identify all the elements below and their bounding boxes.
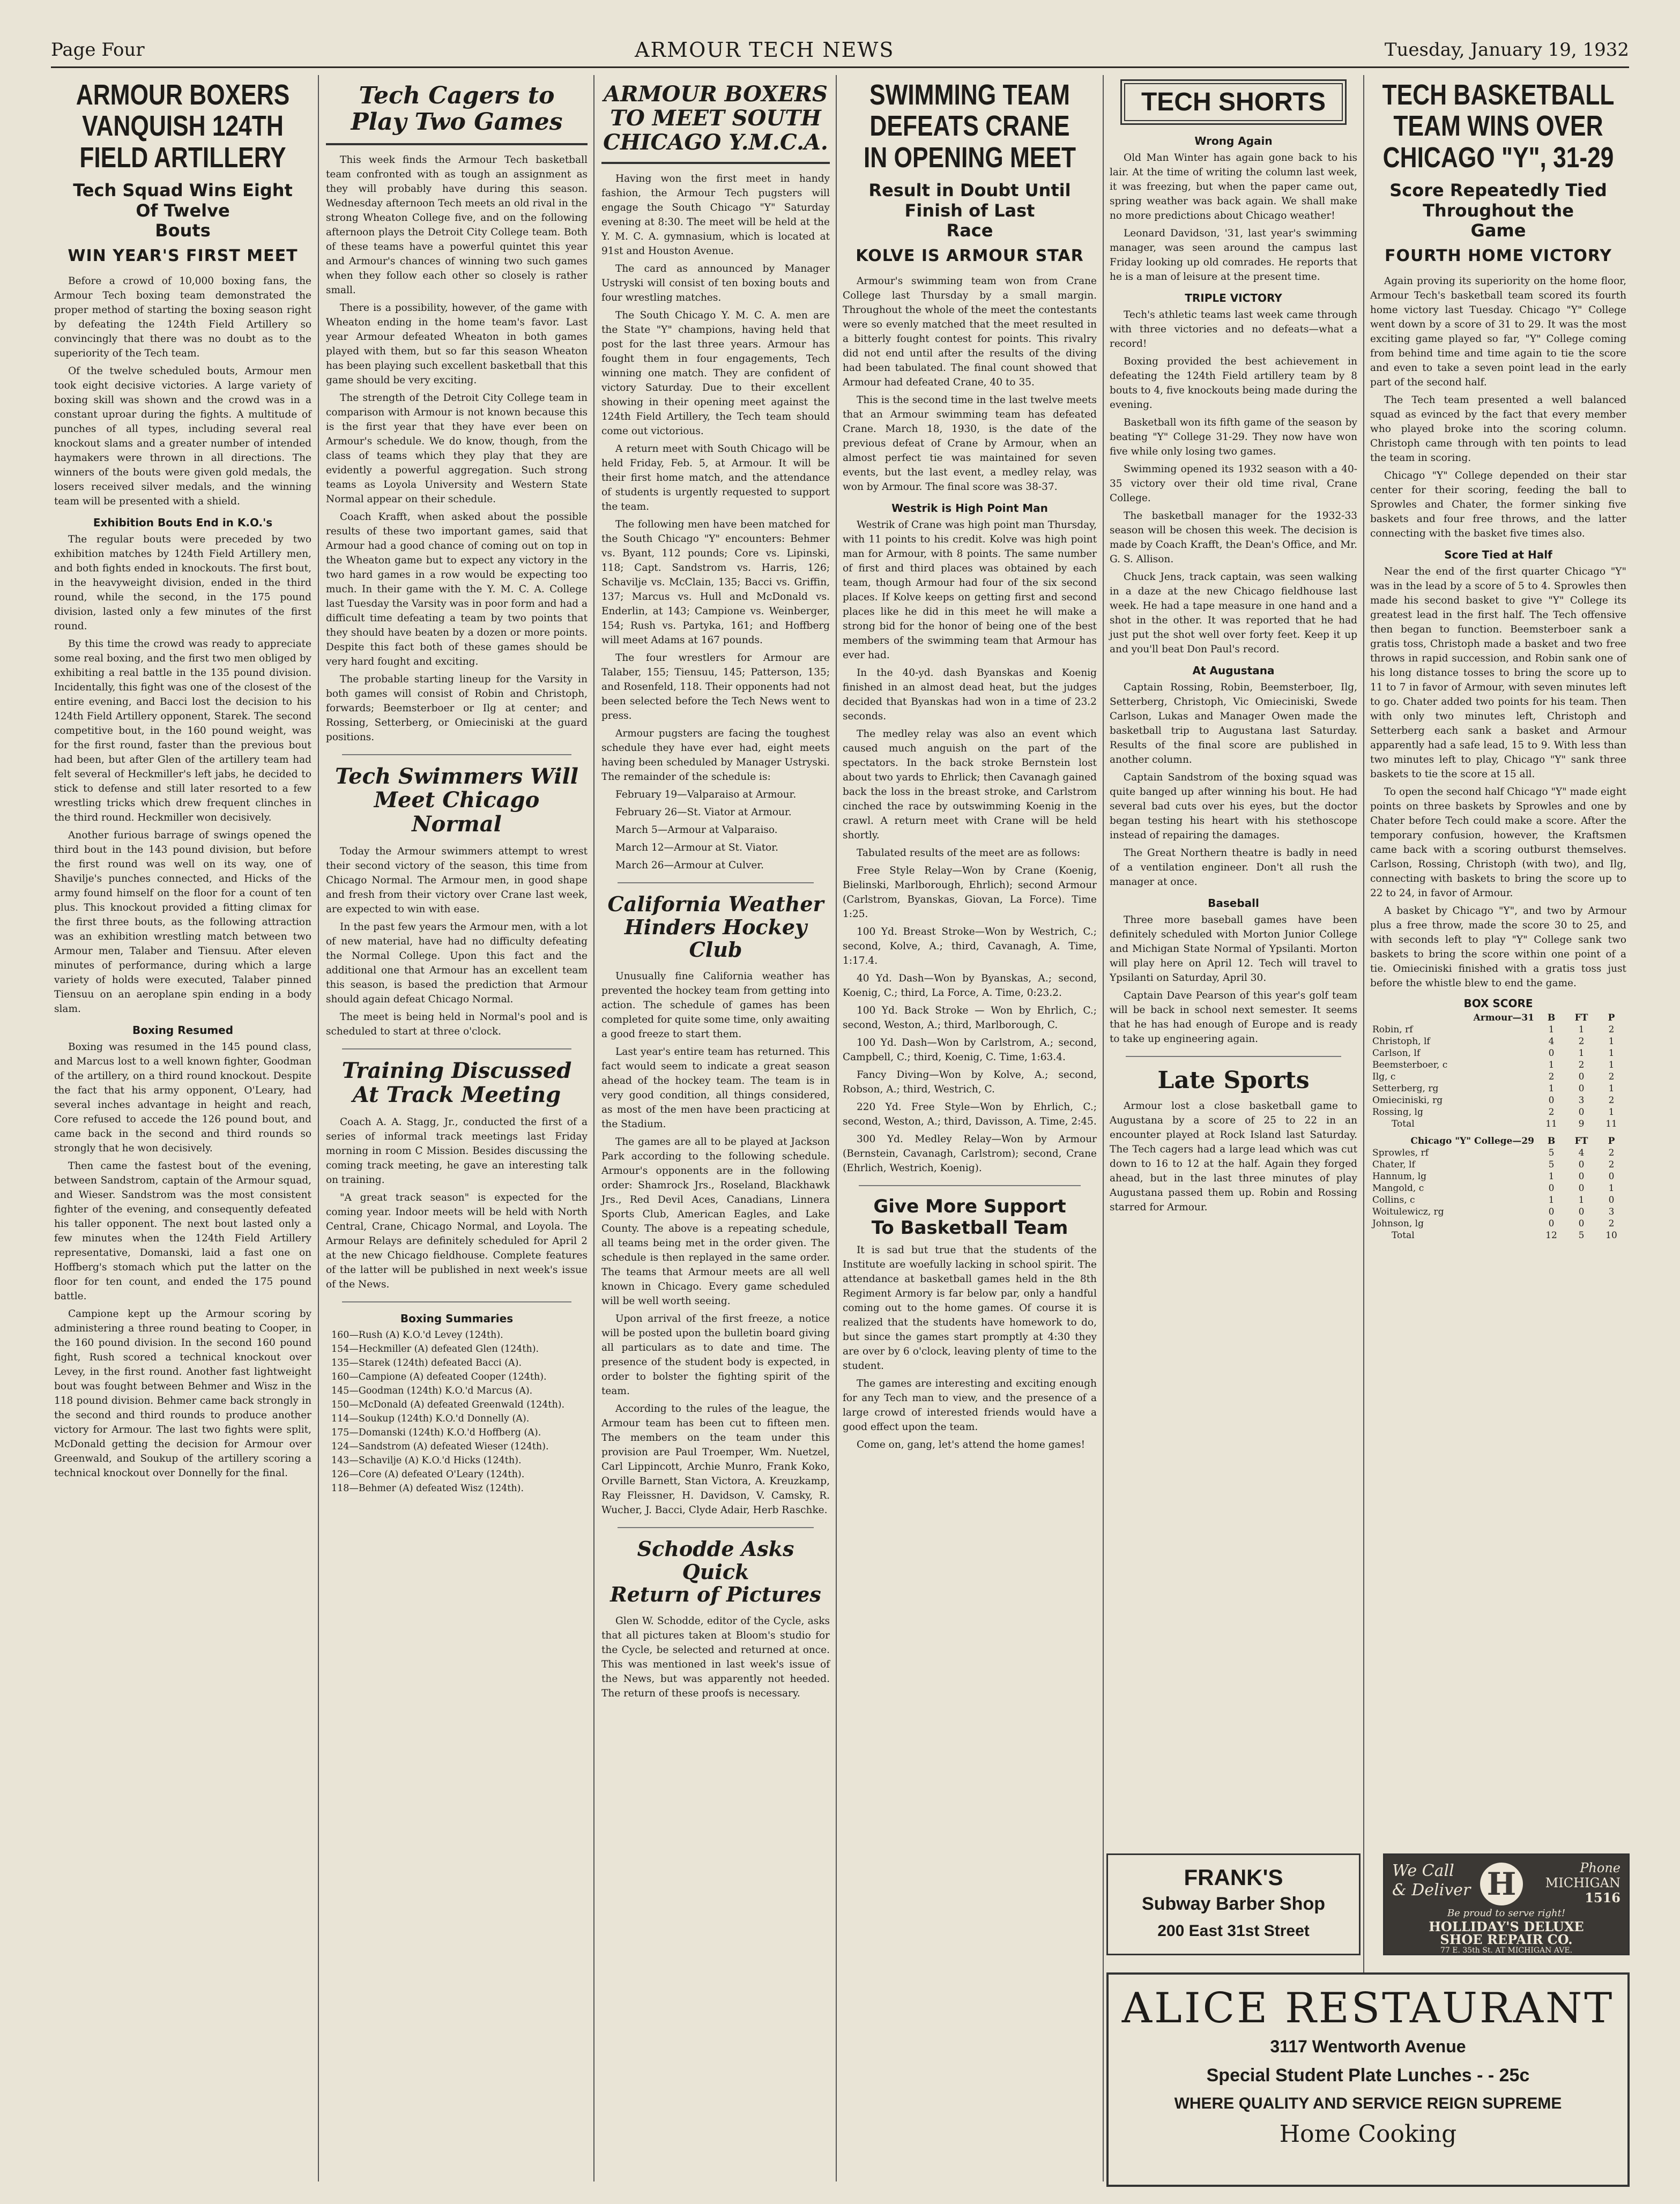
result-line: 220 Yd. Free Style—Won by Ehrlich, C.; second, Weston, A.; third, Davisson, A. Time, 2:45.: [843, 1101, 1097, 1128]
ad-hollidays-shoe-repair: [1383, 1853, 1630, 1955]
article-paragraph: Then came the fastest bout of the evening, between Sandstrom, captain of the Armour squad, and Wieser. Sandstrom was the most consistent fighter of the evening, and consequently defeated his taller opponent. The next bout lasted only a few minutes when the 124th Field Artillery representative, Domanski, laid a fast one on Hoffberg's stomach which put the latter on the floor for ten count, and ended the 175 pound battle.: [54, 1160, 311, 1302]
article-paragraph: By this time the crowd was ready to appreciate some real boxing, and the first two men obliged by exhibiting a real battle in the 135 pound division. Incidentally, this fight was one of the closest of the entire evening, and Bacci lost the decision to his 124th Field Artillery opponent, Starek. The second competitive bout, in the 160 pound weight, was for the first round, faster than the previous bout had been, but after Glen of the artillery team had felt several of Heckmiller's left jabs, he decided to stick to defense and still later resorted to a few wrestling tricks which drew frequent clinches in the third round. Heckmiller won decisively.: [54, 638, 311, 824]
tech-shorts-title: TECH SHORTS: [1124, 83, 1343, 121]
article-paragraph: It is sad but true that the students of the Institute are woefully lacking in school spirit. The attendance at basketball games held in the 8th Regiment Armory is far below par, only a handful coming out to the home games. Of course it is realized that the students have homework to do, but since the games start promptly at 4:30 they are over by 6 o'clock, leaving plenty of time to the student.: [843, 1245, 1097, 1372]
box-score-chicago-y: [1370, 1135, 1626, 1241]
stat-cell: 1: [1608, 1183, 1615, 1194]
stat-cell: 2: [1608, 1159, 1615, 1171]
ad-text: 3117 Wentworth Avenue: [1270, 2037, 1466, 2056]
stat-cell: 1: [1548, 1171, 1555, 1182]
table-row: [1370, 1106, 1626, 1118]
ad-text: We Call: [1392, 1862, 1454, 1880]
article-paragraph: Armour pugsters are facing the toughest schedule they have ever had, eight meets having been scheduled by Manager Ustryski. The remainder of the schedule is:: [601, 728, 830, 783]
stat-cell: 2: [1548, 1107, 1555, 1118]
h-logo-icon: H: [1480, 1863, 1523, 1905]
subdeck-home-victory: FOURTH HOME VICTORY: [1384, 247, 1612, 266]
stat-cell: 2: [1578, 1060, 1585, 1071]
column-rule: [836, 75, 837, 2181]
article-paragraph: Upon arrival of the first freeze, a notice will be posted upon the bulletin board giving all particulars as to date and time. The presence of the student body is expected, in order to bolster the fighting spirit of the team.: [601, 1313, 830, 1397]
team-title: Chicago "Y" College—29: [1410, 1136, 1534, 1147]
summary-line: 135—Starek (124th) defeated Bacci (A).: [331, 1357, 522, 1368]
stat-cell: 0: [1578, 1183, 1585, 1194]
schedule-line: February 19—Valparaiso at Armour.: [615, 789, 797, 801]
stat-cell: 0: [1578, 1207, 1585, 1218]
article-paragraph: The South Chicago Y. M. C. A. men are the State "Y" champions, having held that post for the last three years. Armour has fought them in four engagements, Tech winning one match. They are confident of victory Saturday. Due to their excellent showing in their opening meet against the 124th Field Artillery, the Tech team should come out victorious.: [601, 310, 830, 437]
article-paragraph: A basket by Chicago "Y", and two by Armour plus a free throw, made the score 30 to 25, and with seconds left to play "Y" College sank two baskets to bring the score within one point of a tie. Omieciniski finished with a gratis toss just before the whistle blew to end the game.: [1370, 905, 1626, 989]
article-paragraph: The games are all to be played at Jackson Park according to the following schedule. Armour's opponents are in the following order: Shamrock Jrs., Roseland, Blackhawk Jrs., Red Devil Aces, Canadians, Linnera Sports Club, American Eagles, and Lake County. The above is a repeating schedule, all teams being met in the order given. The schedule is then replayed in the same order. The teams that Armour meets are all well known in Chicago. Every game scheduled will be well worth seeing.: [601, 1136, 830, 1307]
result-line: 100 Yd. Breast Stroke—Won by Westrich, C.; second, Kolve, A.; third, Cavanagh, A. Time, 1:17.4.: [843, 926, 1097, 967]
table-row: [1370, 1083, 1626, 1094]
player-name: Ilg, c: [1372, 1071, 1396, 1083]
stat-cell: 0: [1548, 1095, 1555, 1106]
issue-date: Tuesday, January 19, 1932: [1384, 39, 1629, 61]
article-paragraph: Again proving its superiority on the home floor, Armour Tech's basketball team scored its fourth home victory last Tuesday. Chicago "Y" College went down by a score of 31 to 29. It was the most exciting game played so far, "Y" College coming from behind time and time again to tie the score and even to take a seven point lead in the early part of the second half.: [1370, 276, 1626, 389]
summary-line: 145—Goodman (124th) K.O.'d Marcus (A).: [331, 1385, 533, 1396]
article-paragraph: Armour lost a close basketball game to Augustana by a score of 25 to 22 in an encounter played at Rock Island last Saturday. The Tech cagers had a large lead which was cut down to 16 to 12 at the half. Again they forged ahead, but in the last three minutes of play Augustana passed them up. Robin and Rossing starred for Armour.: [1110, 1100, 1357, 1213]
stat-cell: 1: [1548, 1024, 1555, 1036]
article-paragraph: The medley relay was also an event which caused much anguish on the part of the spectators. In the back stroke Bernstein lost about two yards to Ehrlick; then Cavanagh gained back the loss in the breast stroke, and Carlstrom cinched the race by outswimming Koenig in the crawl. A return meet with Crane will be held shortly.: [843, 728, 1097, 842]
stat-cell: 4: [1578, 1148, 1585, 1159]
result-line: 100 Yd. Dash—Won by Carlstrom, A.; second, Campbell, C.; third, Koenig, C. Time, 1:63.4.: [843, 1037, 1097, 1063]
article-paragraph: Chuck Jens, track captain, was seen walking in a daze at the new Chicago fieldhouse last week. He had a tape measure in one hand and a shot in the other. It was reported that he had just put the shot well over forty feet. Keep it up and you'll beat Don Paul's record.: [1110, 571, 1357, 655]
article-paragraph: This is the second time in the last twelve meets that an Armour swimming team has defeated Crane. March 18, 1930, is the date of the previous defeat of Crane by Armour, when an almost perfect tie was maintained for seven events, but the last event, a medley relay, was won by Armour. The final score was 38-37.: [843, 394, 1097, 493]
table-header-row: [1370, 1135, 1626, 1147]
player-name: Setterberg, rg: [1372, 1083, 1439, 1094]
total-label: Total: [1392, 1119, 1415, 1130]
stat-cell: 10: [1605, 1230, 1617, 1241]
summary-line: 175—Domanski (124th) K.O.'d Hoffberg (A).: [331, 1427, 541, 1438]
ad-text: Phone: [1580, 1860, 1620, 1875]
article-paragraph: Campione kept up the Armour scoring by administering a three round beating to Cooper, in the 160 pound division. In the second 160 pound fight, Rush scored a technical knockout over Levey, in the first round. Another fast lightweight bout was fought between Behmer and Wisz in the 118 pound division. Behmer came back strongly in the second and third rounds to produce another victory for Armour. The last two fights were split, McDonald getting the decision for Armour over Greenwald, and Soukup of the artillery scoring a technical knockout over Donnelly for the final.: [54, 1308, 311, 1479]
article-paragraph: The Great Northern theatre is badly in need of a ventilation engineer. Don't all rush the manager at once.: [1110, 847, 1357, 888]
summary-line: 124—Sandstrom (A) defeated Wieser (124th).: [331, 1441, 549, 1452]
stat-cell: 1: [1608, 1048, 1615, 1059]
summary-line: 160—Campione (A) defeated Cooper (124th).: [331, 1371, 547, 1382]
article-paragraph: Old Man Winter has again gone back to his lair. At the time of writing the column last week, it was freezing, but when the paper came out, spring weather was back again. We shall make no more predictions about Chicago weather!: [1110, 152, 1357, 221]
result-line: 300 Yd. Medley Relay—Won by Armour (Bernstein, Cavanagh, Carlstrom); second, Crane (Ehrlich, Westrich, Koenig).: [843, 1134, 1097, 1174]
table-row: [1370, 1047, 1626, 1059]
ad-alice-restaurant: [1106, 1972, 1630, 2187]
stat-cell: 3: [1608, 1207, 1615, 1218]
subhead-westrik: Westrik is High Point Man: [891, 502, 1048, 515]
column-3: [598, 75, 833, 2181]
running-header: [51, 33, 1629, 68]
divider: [859, 1185, 1081, 1186]
article-paragraph: There is a possibility, however, of the game with Wheaton ending in the home team's favor. Last year Armour defeated Wheaton in both games played with them, but so far this season Wheaton has been playing such excellent basketball that this game should be very exciting.: [326, 302, 588, 386]
player-name: Carlson, lf: [1372, 1048, 1421, 1059]
headline-give-support: Give More Support To Basketball Team: [871, 1196, 1068, 1239]
col-header: FT: [1574, 1136, 1588, 1147]
article-paragraph: The following men have been matched for the South Chicago "Y" encounters: Behmer vs. Byant, 112 pounds; Core vs. Lipinski, 118; Capt. Sandstrom vs. Harris, 126; Schavilje vs. McClain, 135; Bacci vs. Griffin, 137; Marcus vs. Hull and McDonald vs. Enderlin, at 143; Campione vs. Weinberger, 154; Rush vs. Partyka, 161; and Hoffberg will meet Adams at 167 pounds.: [601, 519, 830, 646]
stat-cell: 1: [1548, 1060, 1555, 1071]
headline-training: Training Discussed At Track Meeting: [341, 1058, 572, 1107]
headline-boxers-south-chicago: ARMOUR BOXERS TO MEET SOUTH CHICAGO Y.M.C.A.: [603, 81, 828, 155]
article-paragraph: The strength of the Detroit City College team in comparison with Armour is not known because this is the first year that they have ever been on Armour's schedule. We do know, though, from the class of teams which they play that they are evidently a powerful aggregation. Such strong teams as Loyola University and Western State Normal appear on their schedule.: [326, 392, 588, 505]
schedule-line: March 5—Armour at Valparaiso.: [615, 824, 778, 836]
stat-cell: 2: [1608, 1024, 1615, 1036]
stat-cell: 5: [1548, 1159, 1555, 1171]
article-paragraph: The Tech team presented a well balanced squad as evinced by the fact that every member who played broke into the scoring column. Christoph came through with ten points to lead the team in scoring.: [1370, 394, 1626, 464]
ad-text: FRANK'S: [1184, 1865, 1283, 1890]
schedule-line: February 26—St. Viator at Armour.: [615, 807, 792, 818]
table-row: [1370, 1159, 1626, 1171]
article-paragraph: Armour's swimming team won from Crane College last Thursday by a small margin. Throughout the whole of the meet the contestants were so evenly matched that the meet resulted in a bitterly fought contest for points. This rivalry did not end until after the results of the diving had been tabulated. The final count showed that Armour had defeated Crane, 40 to 35.: [843, 276, 1097, 389]
stat-cell: 0: [1548, 1048, 1555, 1059]
stat-cell: 11: [1545, 1119, 1557, 1130]
article-paragraph: Tech's athletic teams last week came through with three victories and no defeats—what a record!: [1110, 309, 1357, 349]
stat-cell: 0: [1608, 1171, 1615, 1182]
boxing-summaries-title: Boxing Summaries: [400, 1312, 514, 1325]
summary-line: 118—Behmer (A) defeated Wisz (124th).: [331, 1483, 524, 1494]
table-row: [1370, 1036, 1626, 1047]
ad-text: Be proud to serve right!: [1447, 1908, 1566, 1919]
player-name: Rossing, lg: [1372, 1107, 1423, 1118]
ad-text: Home Cooking: [1279, 2120, 1457, 2148]
stat-cell: 0: [1608, 1195, 1615, 1206]
column-4: [839, 75, 1100, 2181]
article-paragraph: Swimming opened its 1932 season with a 40-35 victory over their old time rival, Crane College.: [1110, 464, 1357, 504]
stat-cell: 1: [1578, 1024, 1585, 1036]
headline-boxers-vanquish: ARMOUR BOXERS VANQUISH 124TH FIELD ARTILLERY: [76, 79, 290, 174]
article-paragraph: "A great track season" is expected for the coming year. Indoor meets will be held with North Central, Crane, Chicago Normal, and Loyola. The Armour Relays are definitely scheduled for April 2 at the new Chicago fieldhouse. Complete features of the latter will be published in next week's issue of the News.: [326, 1192, 588, 1290]
ad-text: ALICE RESTAURANT: [1121, 1984, 1615, 2032]
ad-text: 200 East 31st Street: [1157, 1922, 1310, 1940]
masthead-title: ARMOUR TECH NEWS: [635, 38, 895, 62]
article-paragraph: The probable starting lineup for the Varsity in both games will consist of Robin and Christoph, forwards; Beemsterboer or Ilg at center; and Rossing, Setterberg, or Omieciniski at the guard positions.: [326, 673, 588, 743]
table-row: [1370, 1206, 1626, 1218]
article-paragraph: The card as announced by Manager Ustryski will consist of ten boxing bouts and four wrestling matches.: [601, 263, 830, 304]
stat-cell: 0: [1578, 1218, 1585, 1230]
shorts-subhead: At Augustana: [1192, 664, 1275, 677]
column-2: [323, 75, 591, 2181]
stat-cell: 2: [1608, 1218, 1615, 1230]
article-paragraph: Westrik of Crane was high point man Thursday, with 11 points to his credit. Kolve was high point man for Armour, with 8 points. The same number of first and third places was obtained by each team, though Armour had four of the six second places. If Kolve keeps on getting first and second places like he did in this meet he will make a strong bid for the honor of being one of the best members of the swimming team that Armour has ever had.: [843, 519, 1097, 661]
article-paragraph: Having won the first meet in handy fashion, the Armour Tech pugsters will engage the South Chicago "Y" Saturday evening at 8:30. The meet will be held at the Y. M. C. A. gymnasium, which is located at 91st and Houston Avenue.: [601, 173, 830, 257]
table-row: [1370, 1059, 1626, 1071]
article-paragraph: This week finds the Armour Tech basketball team confronted with as tough an assignment as they will probably have during this season. Wednesday afternoon Tech meets an old rival in the strong Wheaton College five, and on the following afternoon plays the Detroit City College team. Both of these teams have a powerful quintet this year and Armour's chances of winning two such games when they follow each other so closely is rather small.: [326, 154, 588, 296]
column-5: [1106, 75, 1361, 1844]
subdeck-first-meet: WIN YEAR'S FIRST MEET: [68, 247, 298, 266]
schedule-line: March 26—Armour at Culver.: [615, 860, 764, 872]
table-row: [1370, 1182, 1626, 1194]
ad-text: Subway Barber Shop: [1142, 1894, 1325, 1914]
article-paragraph: Coach Krafft, when asked about the possible results of these two important games, said that Armour had a good chance of coming out on top in the Wheaton game but to expect any victory in the two hard games in a row would be expecting too much. In their game with the Y. M. C. A. College last Tuesday the Varsity was in poor form and had a difficult time defeating a team by two points that they should have beaten by a dozen or more points. Despite this fact both of these games should be very hard fought and exciting.: [326, 511, 588, 667]
summary-line: 160—Rush (A) K.O.'d Levey (124th).: [331, 1329, 503, 1341]
stat-cell: 0: [1578, 1171, 1585, 1182]
summary-line: 150—McDonald (A) defeated Greenwald (124th).: [331, 1399, 565, 1410]
article-paragraph: The meet is being held in Normal's pool and is scheduled to start at three o'clock.: [326, 1011, 588, 1037]
player-name: Christoph, lf: [1372, 1036, 1430, 1047]
ad-text: Special Student Plate Lunches - - 25c: [1206, 2065, 1530, 2086]
stat-cell: 0: [1548, 1207, 1555, 1218]
shorts-subhead: TRIPLE VICTORY: [1185, 292, 1282, 304]
ad-text: 77 E. 35th St. AT MICHIGAN AVE.: [1440, 1946, 1573, 1955]
headline-rule: [326, 143, 588, 145]
headline-cagers: Tech Cagers to Play Two Games: [351, 82, 563, 136]
article-paragraph: Glen W. Schodde, editor of the Cycle, asks that all pictures taken at Bloom's studio for the Cycle, be selected and returned at once. This was mentioned in last week's issue of the News, but was apparently not heeded. The return of these proofs is necessary.: [601, 1615, 830, 1699]
column-6: [1367, 75, 1630, 1844]
article-paragraph: Come on, gang, let's attend the home games!: [857, 1439, 1086, 1451]
stat-cell: 2: [1578, 1036, 1585, 1047]
deck-result-in-doubt: Result in Doubt Until Finish of Last Race: [868, 180, 1071, 241]
summary-line: 126—Core (A) defeated O'Leary (124th).: [331, 1469, 525, 1480]
divider: [618, 1527, 814, 1528]
stat-cell: 2: [1608, 1071, 1615, 1083]
article-paragraph: Chicago "Y" College depended on their star center for their scoring, feeding the ball to Sprowles and Chater, the former sinking five baskets and four free throws, and the latter connecting with the basket five times also.: [1370, 470, 1626, 540]
article-paragraph: In the 40-yd. dash Byanskas and Koenig finished in an almost dead heat, but the judges decided that Byanskas had won in a time of 23.2 seconds.: [843, 667, 1097, 723]
table-row: [1370, 1024, 1626, 1036]
divider: [1126, 1056, 1341, 1057]
stat-cell: 12: [1545, 1230, 1557, 1241]
schedule-line: March 12—Armour at St. Viator.: [615, 842, 778, 854]
headline-rule: [601, 162, 830, 164]
summary-line: 154—Heckmiller (A) defeated Glen (124th).: [331, 1343, 539, 1354]
shorts-subhead: Baseball: [1208, 897, 1259, 910]
article-paragraph: Last year's entire team has returned. This fact would seem to indicate a great season ahead of the hockey team. The team is in very good condition, all things considered, as most of the men have been practicing at the Stadium.: [601, 1046, 830, 1130]
ad-text: WHERE QUALITY AND SERVICE REIGN SUPREME: [1174, 2095, 1562, 2112]
stat-cell: 4: [1548, 1036, 1555, 1047]
player-name: Sprowles, rf: [1372, 1148, 1429, 1159]
article-paragraph: Another furious barrage of swings opened the third bout in the 143 pound division, but before the first round was well on its way, one of Shavilje's punches connected, and Hicks of the army found himself on the floor for a count of ten plus. This knockout provided a fitting climax for the first three bouts, as the following attraction was an exhibition wrestling match between two Armour men, Talaber and Tiensuu. After eleven minutes of performance, during which a large variety of holds were executed, Talaber pinned Tiensuu on an aeroplane spin ending in a body slam.: [54, 830, 311, 1015]
column-rule: [593, 75, 594, 2181]
player-name: Robin, rf: [1372, 1024, 1413, 1036]
stat-cell: 1: [1578, 1195, 1585, 1206]
article-paragraph: Boxing provided the best achievement in defeating the 124th Field artillery team by 8 bouts to 4, five knockouts being made during the evening.: [1110, 356, 1357, 411]
column-rule: [1103, 75, 1104, 2181]
article-paragraph: Unusually fine California weather has prevented the hockey team from getting into action. The schedule of games has been completed for quite some time, only awaiting a good freeze to start them.: [601, 971, 830, 1040]
stat-cell: 0: [1548, 1183, 1555, 1194]
article-paragraph: Coach A. A. Stagg, Jr., conducted the first of a series of informal track meetings last Friday morning in room C Mission. Besides discussing the coming track meeting, he gave an interesting talk on training.: [326, 1116, 588, 1186]
summary-line: 143—Schavilje (A) K.O.'d Hicks (124th).: [331, 1455, 522, 1466]
article-paragraph: Tabulated results of the meet are as follows:: [857, 847, 1081, 859]
table-row: [1370, 1171, 1626, 1182]
total-label: Total: [1392, 1230, 1415, 1241]
ad-text: & Deliver: [1392, 1881, 1471, 1900]
divider: [342, 1048, 571, 1049]
stat-cell: 5: [1548, 1148, 1555, 1159]
divider: [618, 882, 814, 883]
ad-franks-barber: [1106, 1853, 1361, 1955]
divider: [342, 1301, 571, 1302]
subhead-exhibition: Exhibition Bouts End in K.O.'s: [93, 516, 273, 530]
tech-shorts-box: [1120, 79, 1347, 125]
player-name: Beemsterboer, c: [1372, 1060, 1448, 1071]
article-paragraph: In the past few years the Armour men, with a lot of new material, have had no difficulty defeating the Normal College. Upon this fact and the additional one that Armour has an excellent team this season, is based the prediction that Armour should again defeat Chicago Normal.: [326, 921, 588, 1005]
stat-cell: 0: [1548, 1218, 1555, 1230]
result-line: Fancy Diving—Won by Kolve, A.; second, Robson, A.; third, Westrich, C.: [843, 1069, 1097, 1096]
boxing-summaries: [331, 1328, 588, 1495]
article-paragraph: The regular bouts were preceded by two exhibition matches by 124th Field Artillery men, and both fights ended in knockouts. The first bout, in the heavyweight division, ended in the third round, while the second, in the 175 pound division, lasted only a few minutes of the first round.: [54, 534, 311, 632]
shorts-subhead: Wrong Again: [1194, 135, 1273, 147]
deck-tech-squad: Tech Squad Wins Eight Of Twelve Bouts: [73, 180, 293, 241]
subhead-boxing-resumed: Boxing Resumed: [132, 1024, 234, 1037]
article-paragraph: Captain Rossing, Robin, Beemsterboer, Ilg, Setterberg, Christoph, Vic Omieciniski, Swede Carlson, Lukas and Manager Owen made the basketball trip to Augustana last Saturday. Results of the final score are published in another column.: [1110, 682, 1357, 765]
stat-cell: 3: [1578, 1095, 1585, 1106]
headline-schodde: Schodde Asks Quick Return of Pictures: [610, 1537, 821, 1607]
article-paragraph: Of the twelve scheduled bouts, Armour men took eight decisive victories. A large variety of boxing skill was shown and the crowd was in a constant uproar during the fights. A multitude of punches of all types, including several real knockout slams and a greater number of intended haymakers were thrown in all directions. The winners of the bouts were given gold medals, the losers received silver medals, and the winning team will be presented with a shield.: [54, 366, 311, 508]
divider: [342, 754, 571, 755]
headline-swimming-team: SWIMMING TEAM DEFEATS CRANE IN OPENING MEET: [863, 79, 1076, 174]
article-paragraph: Captain Sandstrom of the boxing squad was quite banged up after winning his bout. He had several bad cuts over his eyes, but the doctor began testing his heart with his stethoscope instead of repairing the damages.: [1110, 772, 1357, 841]
player-name: Hannum, lg: [1372, 1171, 1427, 1182]
article-paragraph: Today the Armour swimmers attempt to wrest their second victory of the season, this time from Chicago Normal. The Armour men, in good shape and fresh from their victory over Crane last week, are expected to win with ease.: [326, 845, 588, 915]
box-score-armour: [1370, 1012, 1626, 1130]
col-header: P: [1608, 1012, 1615, 1024]
stat-cell: 11: [1605, 1119, 1617, 1130]
box-score-title: BOX SCORE: [1463, 997, 1533, 1010]
article-paragraph: Captain Dave Pearson of this year's golf team will be back in school next semester. It seems that he has had enough of Europe and is ready to take up engineering again.: [1110, 990, 1357, 1045]
article-paragraph: The basketball manager for the 1932-33 season will be chosen this week. The decision is made by Coach Krafft, the Dean's Office, and Mr. G. S. Allison.: [1110, 510, 1357, 565]
summary-line: 114—Soukup (124th) K.O.'d Donnelly (A).: [331, 1413, 530, 1424]
stat-cell: 1: [1548, 1083, 1555, 1094]
stat-cell: 2: [1548, 1071, 1555, 1083]
player-name: Woitulewicz, rg: [1372, 1207, 1444, 1218]
ad-text: SHOE REPAIR CO.: [1440, 1932, 1573, 1947]
table-row: [1370, 1071, 1626, 1083]
column-rule: [318, 75, 319, 2181]
article-paragraph: Boxing was resumed in the 145 pound class, and Marcus lost to a well known fighter, Goodman of the artillery, on a third round knockout. Despite the fact that his army opponent, O'Leary, had several inches advantage in height and reach, Core refused to accede the 126 pound bout, and came back in the second and third rounds so strongly that he won decisively.: [54, 1041, 311, 1155]
stat-cell: 0: [1578, 1083, 1585, 1094]
article-paragraph: A return meet with South Chicago will be held Friday, Feb. 5, at Armour. It will be their first home match, and the attendance of students is urgently requested to support the team.: [601, 443, 830, 513]
stat-cell: 1: [1608, 1107, 1615, 1118]
col-header: B: [1547, 1136, 1556, 1147]
stat-cell: 0: [1578, 1071, 1585, 1083]
stat-cell: 1: [1608, 1060, 1615, 1071]
table-header-row: [1370, 1012, 1626, 1024]
ad-text: HOLLIDAY'S DELUXE: [1429, 1919, 1584, 1934]
player-name: Mangold, c: [1372, 1183, 1424, 1194]
stat-cell: 1: [1608, 1083, 1615, 1094]
headline-basketball: TECH BASKETBALL TEAM WINS OVER CHICAGO "Y", 31-29: [1382, 79, 1615, 174]
article-paragraph: To open the second half Chicago "Y" made eight points on three baskets by Sprowles and one by Chater before Tech could make a score. After the temporary confusion, however, the Kraftsmen came back with a scoring outburst themselves. Carlson, Rossing, Christoph (with two), and Ilg, connecting with baskets to bring the score up to 22 to 24, in favor of Armour.: [1370, 786, 1626, 899]
stat-cell: 1: [1578, 1048, 1585, 1059]
player-name: Omieciniski, rg: [1372, 1095, 1443, 1106]
stat-cell: 0: [1578, 1159, 1585, 1171]
col-header: P: [1608, 1136, 1615, 1147]
player-name: Chater, lf: [1372, 1159, 1415, 1171]
stat-cell: 0: [1578, 1107, 1585, 1118]
table-total-row: [1370, 1118, 1626, 1130]
deck-score-tied: Score Repeatedly Tied Throughout the Game: [1389, 180, 1607, 241]
article-paragraph: Before a crowd of 10,000 boxing fans, the Armour Tech boxing team demonstrated the proper method of starting the boxing season right by defeating the 124th Field Artillery so convincingly that there was no doubt as to the superiority of the Tech team.: [54, 276, 311, 360]
article-paragraph: According to the rules of the league, the Armour team has been cut to fifteen men. The members on the team under this provision are Paul Troemper, Wm. Nuetzel, Carl Lippincott, Archie Munro, Frank Koko, Orville Barnett, Stan Victora, A. Kreuzkamp, Ray Fleissner, H. Davidson, V. Camsky, R. Wucher, J. Bacci, Clyde Adair, Herb Raschke.: [601, 1403, 830, 1516]
page-number: Page Four: [51, 39, 145, 61]
subdeck-kolve: KOLVE IS ARMOUR STAR: [856, 247, 1084, 266]
ad-text: MICHIGAN: [1545, 1875, 1620, 1890]
result-line: 100 Yd. Back Stroke — Won by Ehrlich, C.; second, Weston, A.; third, Marlborough, C.: [843, 1005, 1097, 1031]
stat-cell: 5: [1578, 1230, 1585, 1241]
stat-cell: 2: [1608, 1095, 1615, 1106]
article-paragraph: The games are interesting and exciting enough for any Tech man to view, and the presence of a large crowd of interested friends would have a good effect upon the team.: [843, 1378, 1097, 1433]
table-row: [1370, 1194, 1626, 1206]
column-1: [51, 75, 315, 2181]
table-row: [1370, 1147, 1626, 1159]
column-rule: [1363, 75, 1364, 2181]
headline-hockey: California Weather Hinders Hockey Club: [607, 892, 824, 962]
headline-swimmers: Tech Swimmers Will Meet Chicago Normal: [335, 763, 578, 837]
table-total-row: [1370, 1230, 1626, 1241]
stat-cell: 9: [1578, 1119, 1585, 1130]
stat-cell: 1: [1548, 1195, 1555, 1206]
result-line: 40 Yd. Dash—Won by Byanskas, A.; second, Koenig, C.; third, La Force, A. Time, 0:23.2.: [843, 973, 1097, 999]
subhead-score-tied: Score Tied at Half: [1444, 548, 1552, 562]
player-name: Collins, c: [1372, 1195, 1415, 1206]
article-paragraph: Near the end of the first quarter Chicago "Y" was in the lead by a score of 5 to 4. Sprowles then made his second basket to give "Y" College its greatest lead in the first half. The Tech offensive then began to function. Beemsterboer sank a gratis toss, Christoph made a basket and two free throws in rapid succession, and Robin sank one of his long distance tosses to bring the score up to 11 to 7 in favor of Armour, with seven minutes left to go. Chater added two points for his team. Then with only two minutes left, Christoph and Setterberg each sank a basket and Armour apparently had a safe lead, 15 to 9. With less than two minutes left to play, Chicago "Y" sank three baskets to tie the score at 15 all.: [1370, 566, 1626, 780]
ad-text: 1516: [1585, 1890, 1620, 1905]
headline-late-sports: Late Sports: [1157, 1067, 1310, 1094]
stat-cell: 1: [1608, 1036, 1615, 1047]
table-row: [1370, 1218, 1626, 1230]
table-row: [1370, 1094, 1626, 1106]
col-header: B: [1547, 1012, 1556, 1024]
result-line: Free Style Relay—Won by Crane (Koenig, Bielinski, Marlborough, Ehrlich); second Armour (Carlstrom, Byanskas, Giovan, La Force). Time 1:25.: [843, 865, 1097, 920]
col-header: FT: [1574, 1012, 1588, 1024]
article-paragraph: Basketball won its fifth game of the season by beating "Y" College 31-29. They now have won five while only losing two games.: [1110, 417, 1357, 457]
player-name: Johnson, lg: [1372, 1218, 1424, 1230]
article-paragraph: Leonard Davidson, '31, last year's swimming manager, was seen around the campus last Friday looking up old comrades. He reports that he is a man of leisure at the present time.: [1110, 228, 1357, 282]
article-paragraph: Three more baseball games have been definitely scheduled with Morton Junior College and Michigan State Normal of Ypsilanti. Morton will play here on April 12. Tech will travel to Ypsilanti on Saturday, April 30.: [1110, 914, 1357, 984]
stat-cell: 2: [1608, 1148, 1615, 1159]
team-title: Armour—31: [1473, 1012, 1534, 1024]
article-paragraph: The four wrestlers for Armour are Talaber, 155; Tiensuu, 145; Patterson, 135; and Rosenfeld, 118. Their opponents had not been selected before the Tech News went to press.: [601, 652, 830, 722]
